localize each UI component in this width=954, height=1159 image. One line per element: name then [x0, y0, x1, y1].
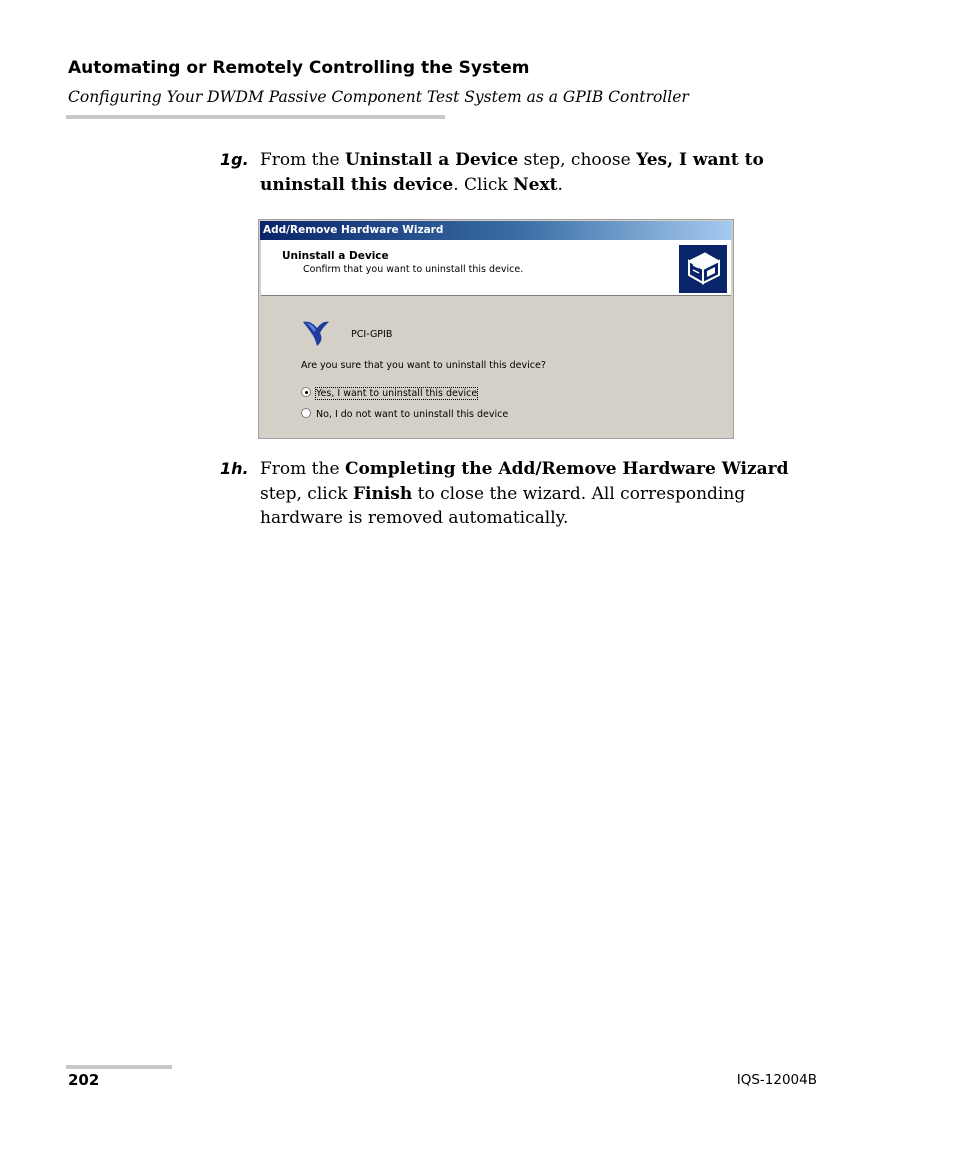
document-code: IQS-12004B	[736, 1072, 817, 1088]
running-header-title: Automating or Remotely Controlling the System	[68, 58, 530, 78]
wizard-header	[261, 240, 731, 296]
footer-rule	[66, 1065, 172, 1069]
national-instruments-logo-icon	[301, 318, 331, 348]
radio-label-yes: Yes, I want to uninstall this device	[316, 388, 478, 399]
radio-button[interactable]	[301, 408, 311, 418]
running-header-subtitle: Configuring Your DWDM Passive Component Test System as a GPIB Controller	[68, 88, 689, 106]
step-number: 1h.	[220, 459, 249, 478]
wizard-page-subtitle: Confirm that you want to uninstall this device.	[303, 264, 524, 275]
page-number: 202	[68, 1071, 100, 1089]
device-name: PCI-GPIB	[351, 329, 393, 340]
radio-no-uninstall[interactable]	[301, 408, 508, 420]
radio-yes-uninstall[interactable]	[301, 387, 477, 399]
wizard-titlebar	[260, 221, 732, 240]
header-rule	[66, 115, 445, 119]
step-text: From the Completing the Add/Remove Hardware Wizard step, click Finish to close the wizard. All corresponding hardware is removed automatically.	[260, 459, 789, 528]
step-text: From the Uninstall a Device step, choose Yes, I want to uninstall this device. Click Next.	[260, 150, 764, 195]
wizard-screenshot	[258, 219, 734, 439]
radio-label-no: No, I do not want to uninstall this device	[316, 409, 509, 420]
hardware-wizard-icon	[679, 245, 727, 293]
wizard-window-title: Add/Remove Hardware Wizard	[263, 224, 444, 236]
radio-button-selected[interactable]	[301, 387, 311, 397]
uninstall-question: Are you sure that you want to uninstall this device?	[301, 360, 546, 371]
step-number: 1g.	[220, 150, 249, 169]
wizard-page-title: Uninstall a Device	[282, 250, 389, 262]
